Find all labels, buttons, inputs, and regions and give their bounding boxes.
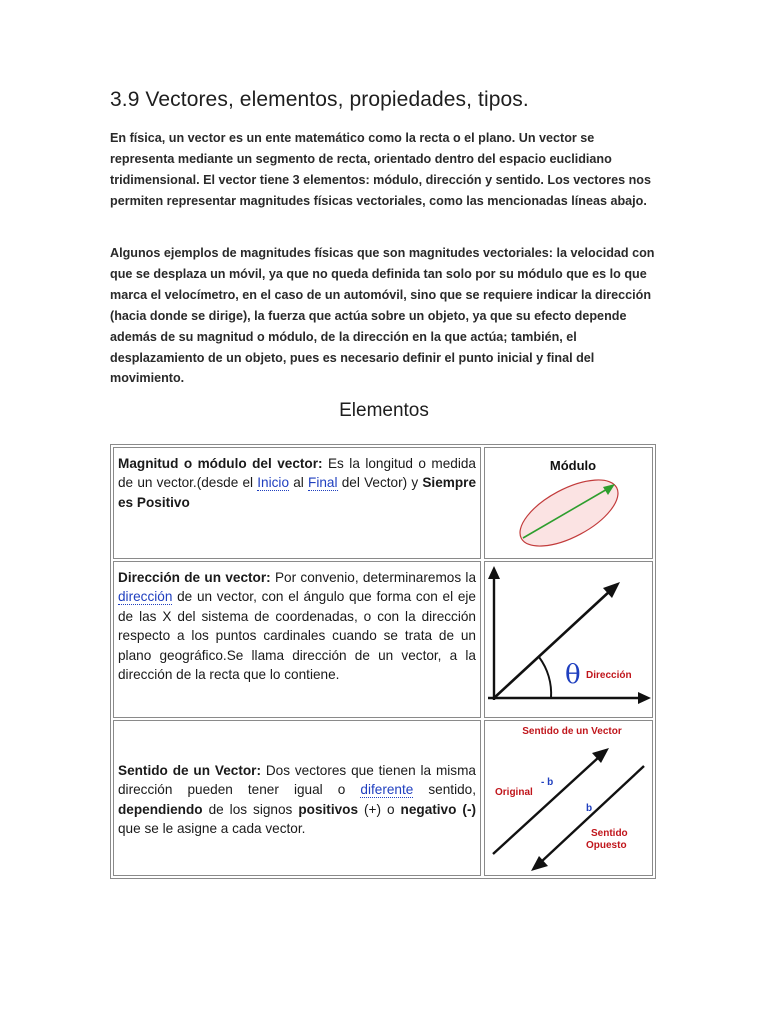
definition-text: de los signos — [202, 801, 299, 817]
direccion-definition — [118, 568, 476, 684]
definition-text: (+) o — [358, 801, 401, 817]
definition-text: al — [289, 475, 309, 491]
direccion-figure-cell — [484, 561, 653, 718]
modulo-definition — [118, 454, 476, 512]
direccion-definition-cell — [113, 561, 481, 718]
definition-term: dependiendo — [118, 801, 203, 817]
definition-term: negativo (-) — [400, 801, 476, 817]
table-row-modulo — [113, 447, 653, 559]
theta-symbol: θ — [565, 660, 581, 690]
definition-text: Dos vectores que tienen la misma dirección pueden tener igual o — [118, 763, 476, 798]
definition-link[interactable]: Inicio — [257, 475, 290, 491]
section-heading: Elementos — [339, 400, 429, 421]
definition-link[interactable]: dirección — [118, 589, 173, 605]
direction-vector — [494, 590, 611, 698]
sentido-diagram — [485, 721, 652, 875]
definition-term: Dirección de un vector: — [118, 570, 271, 585]
table-row-direccion — [113, 561, 653, 718]
x-axis-arrowhead-icon — [638, 692, 651, 704]
sentido-definition — [118, 761, 476, 839]
definition-text: de un vector, con el ángulo que forma con el eje de las X del sistema de coordenadas, o con la dirección respecto a los puntos cardinales cuando se trata de un plano geográfico.Se llama dirección de un vector, a la dirección de la recta que lo contiene. — [118, 589, 476, 683]
definition-text: que se le asigne a cada vector. — [118, 821, 306, 837]
definition-text: sentido, — [413, 782, 476, 798]
definition-link[interactable]: diferente — [360, 782, 414, 798]
definition-text: Por convenio, determinaremos la — [270, 570, 477, 585]
sentido-figure-cell — [484, 720, 653, 876]
intro-paragraph: En física, un vector es un ente matemático como la recta o el plano. Un vector se representa mediante un segmento de recta, orientado dentro del espacio euclidiano tridimensional. El vector tiene 3 elementos: módulo, dirección y sentido. Los vectores nos permiten representar magnitudes físicas vectoriales, como las mencionadas líneas abajo. — [110, 131, 651, 208]
definition-term: Magnitud o módulo del vector: — [118, 456, 323, 471]
modulo-figure-cell — [484, 447, 653, 559]
definition-text: Es la longitud o medida de un vector.(desde el — [118, 456, 476, 491]
definition-term: Siempre es Positivo — [118, 475, 477, 510]
original-label: Original — [495, 787, 533, 798]
opposite-label-line2: Opuesto — [586, 840, 627, 851]
direccion-label: Dirección — [586, 670, 632, 681]
definition-text: del Vector) y — [337, 475, 423, 491]
definition-link[interactable]: Final — [308, 475, 338, 491]
neg-b-label: - b — [541, 777, 554, 788]
angle-arc — [539, 657, 551, 698]
sentido-definition-cell — [113, 720, 481, 876]
elements-table — [110, 444, 656, 879]
definition-term: Sentido de un Vector: — [118, 763, 261, 778]
opposite-label-line1: Sentido — [591, 828, 628, 839]
direccion-diagram — [485, 562, 652, 717]
page-title: 3.9 Vectores, elementos, propiedades, tipos. — [110, 88, 529, 111]
y-axis-arrowhead-icon — [488, 566, 500, 579]
modulo-ellipse — [510, 466, 628, 558]
modulo-label: Módulo — [549, 458, 597, 473]
sentido-title: Sentido de un Vector — [522, 726, 622, 737]
original-vector — [493, 757, 599, 854]
examples-paragraph: Algunos ejemplos de magnitudes físicas que son magnitudes vectoriales: la velocidad con que se desplaza un móvil, ya que no queda definida tan solo por su módulo que es lo que marca el velocímetro, en el caso de un automóvil, sino que se requiere indicar la dirección (hacia donde se dirige), la fuerza que actúa sobre un objeto, ya que su efecto depende además de su magnitud o módulo, de la dirección en la que actúa; también, el desplazamiento de un objeto, pues es necesario definir el punto inicial y final del movimiento. — [110, 246, 655, 386]
table-row-sentido — [113, 720, 653, 876]
modulo-diagram — [485, 448, 652, 558]
modulo-definition-cell — [113, 447, 481, 559]
definition-term: positivos — [298, 801, 359, 817]
b-label: b — [586, 803, 593, 814]
